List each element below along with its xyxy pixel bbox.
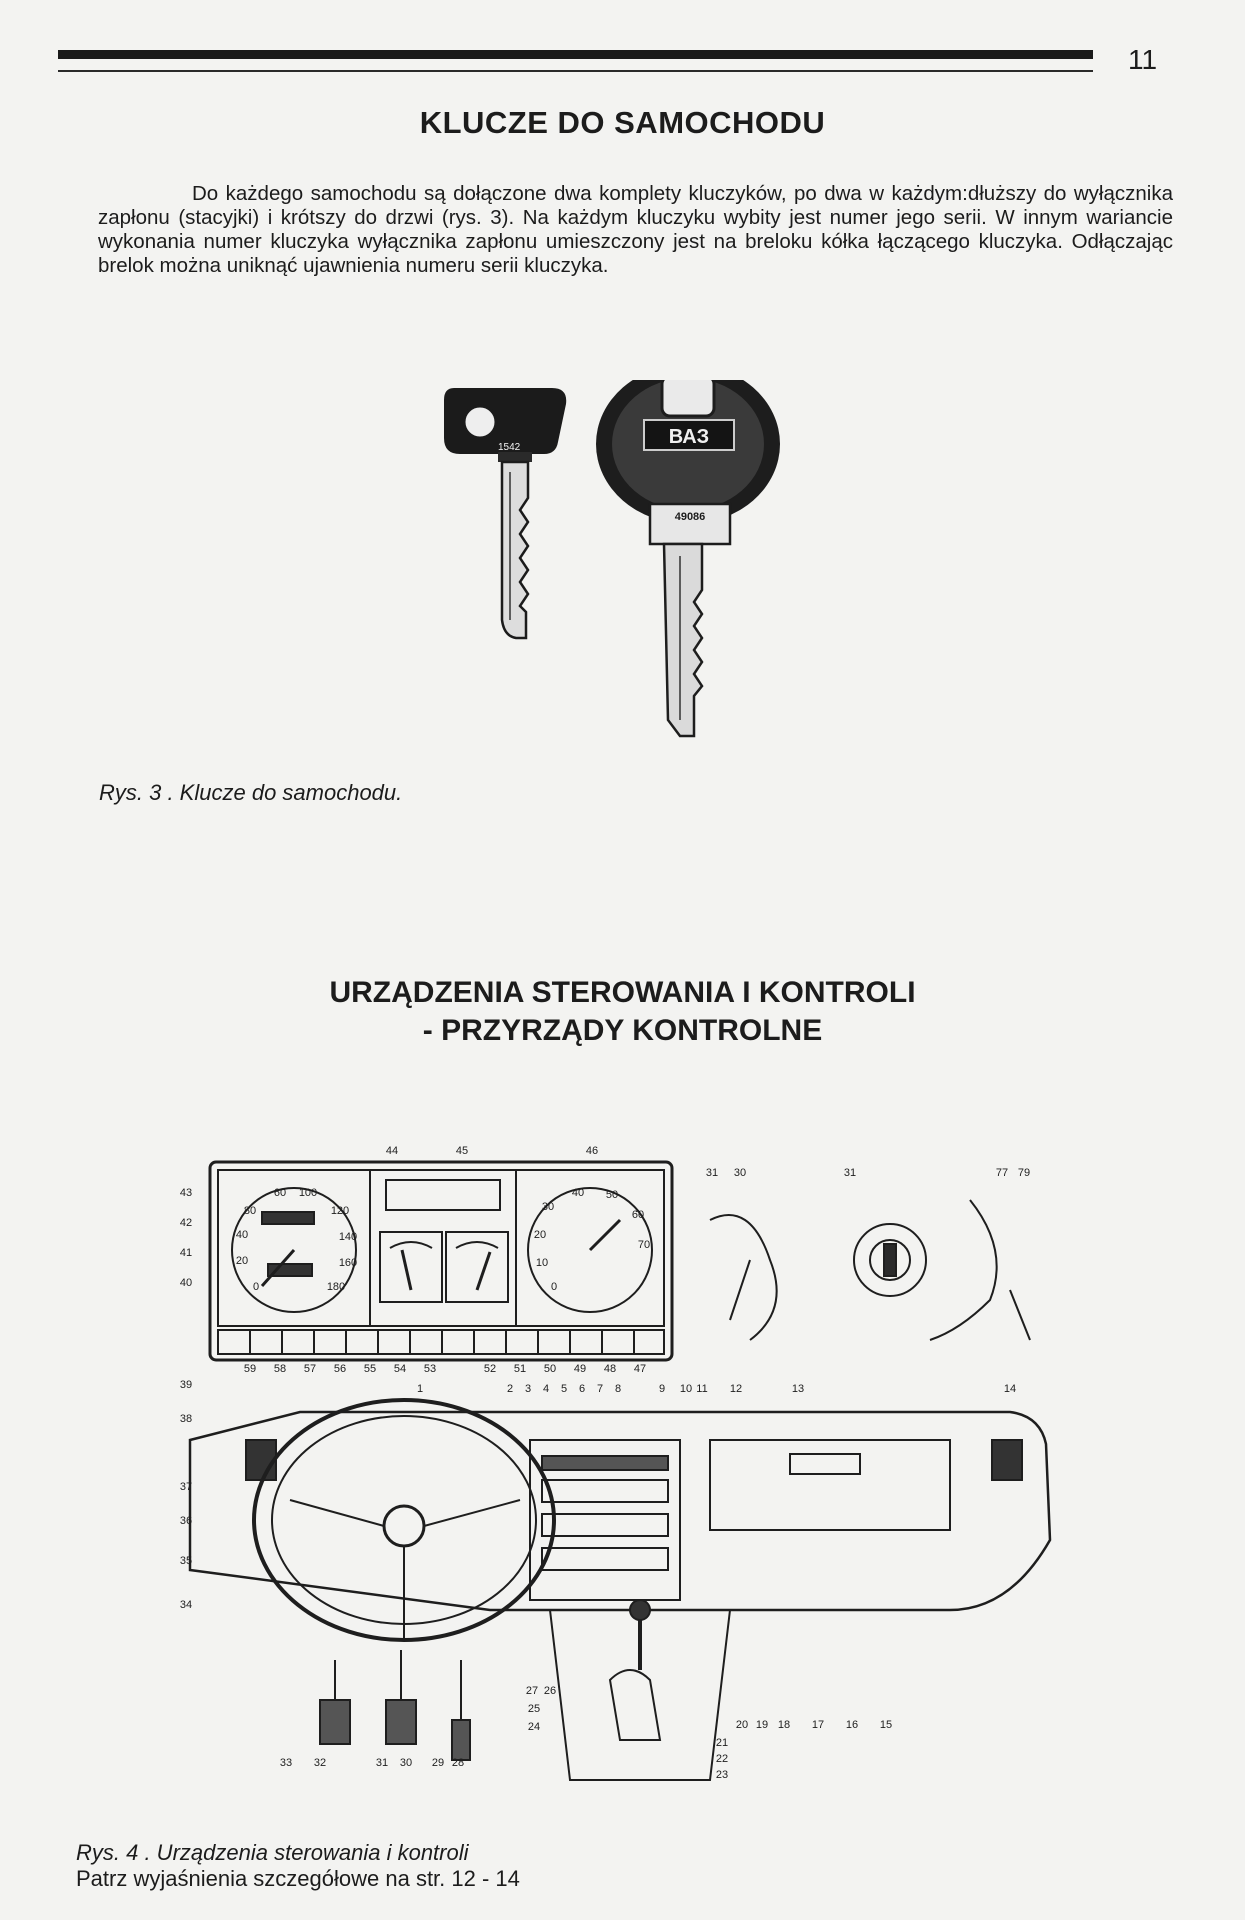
tacho-tick-60: 60 [631, 1209, 645, 1221]
callout-46: 46 [585, 1145, 599, 1157]
callout-56: 56 [333, 1363, 347, 1375]
callout-47: 47 [633, 1363, 647, 1375]
callout-1: 1 [416, 1383, 424, 1395]
callout-41: 41 [179, 1247, 193, 1259]
callout-54: 54 [393, 1363, 407, 1375]
section-title-line2: - PRZYRZĄDY KONTROLNE [422, 1014, 823, 1047]
speedo-tick-0: 0 [252, 1281, 260, 1293]
callout-50: 50 [543, 1363, 557, 1375]
auxiliary-gauges [380, 1180, 508, 1302]
speedo-tick-120: 120 [330, 1205, 350, 1217]
dashboard-panel [190, 1412, 1050, 1610]
intro-paragraph [98, 182, 1173, 278]
header-rule-thin [58, 70, 1093, 72]
page-number: 11 [1128, 44, 1158, 75]
callout-57: 57 [303, 1363, 317, 1375]
callout-16: 16 [845, 1719, 859, 1731]
callout-55: 55 [363, 1363, 377, 1375]
speedo-tick-140: 140 [338, 1231, 358, 1243]
callout-53: 53 [423, 1363, 437, 1375]
center-console [550, 1600, 730, 1780]
callout-2: 2 [506, 1383, 514, 1395]
callout-29: 29 [431, 1757, 445, 1769]
callout-79: 79 [1017, 1167, 1031, 1179]
callout-34: 34 [179, 1599, 193, 1611]
figure3-caption: Rys. 3 . Klucze do samochodu. [99, 780, 403, 805]
steering-wheel [254, 1400, 554, 1640]
warning-light-strip [218, 1330, 664, 1354]
figure4-note: Patrz wyjaśnienia szczegółowe na str. 12 - 14 [76, 1866, 520, 1891]
callout-10: 10 [679, 1383, 693, 1395]
callout-43: 43 [179, 1187, 193, 1199]
callout-28: 28 [451, 1757, 465, 1769]
callout-25: 25 [527, 1703, 541, 1715]
callout-30: 30 [399, 1757, 413, 1769]
speedo-tick-20: 20 [235, 1255, 249, 1267]
callout-52: 52 [483, 1363, 497, 1375]
instrument-cluster [210, 1162, 672, 1360]
callout-39: 39 [179, 1379, 193, 1391]
dashboard-illustration [150, 1140, 1070, 1820]
callout-30-top: 30 [733, 1167, 747, 1179]
figure4-caption: Rys. 4 . Urządzenia sterowania i kontroli [76, 1840, 469, 1865]
callout-31-right: 31 [843, 1167, 857, 1179]
key-fob-brand: ВАЗ [668, 426, 710, 448]
callout-15: 15 [879, 1719, 893, 1731]
tacho-tick-40: 40 [571, 1187, 585, 1199]
callout-51: 51 [513, 1363, 527, 1375]
ignition-key [596, 380, 780, 736]
callout-27: 27 [525, 1685, 539, 1697]
section-title-line1: URZĄDZENIA STEROWANIA I KONTROLI [329, 976, 916, 1009]
callout-31-top: 31 [705, 1167, 719, 1179]
key-fob-number: 49086 [674, 511, 706, 523]
callout-14: 14 [1003, 1383, 1017, 1395]
speedo-tick-40: 40 [235, 1229, 249, 1241]
header-rule [58, 50, 1093, 59]
section-title-keys: KLUCZE DO SAMOCHODU [419, 105, 826, 140]
callout-12: 12 [729, 1383, 743, 1395]
tachometer [528, 1187, 652, 1312]
key-stamp-1542: 1542 [498, 442, 521, 453]
callout-59: 59 [243, 1363, 257, 1375]
tacho-tick-50: 50 [605, 1189, 619, 1201]
callout-31: 31 [375, 1757, 389, 1769]
callout-20: 20 [735, 1719, 749, 1731]
callout-11: 11 [696, 1383, 708, 1395]
callout-37: 37 [179, 1481, 193, 1493]
speedo-tick-100: 100 [298, 1187, 318, 1199]
callout-19: 19 [755, 1719, 769, 1731]
pedals [320, 1650, 470, 1760]
speedometer [232, 1187, 357, 1312]
callout-38: 38 [179, 1413, 193, 1425]
tacho-tick-10: 10 [535, 1257, 549, 1269]
callout-40: 40 [179, 1277, 193, 1289]
tacho-tick-30: 30 [541, 1201, 555, 1213]
callout-6: 6 [578, 1383, 586, 1395]
callout-48: 48 [603, 1363, 617, 1375]
callout-8: 8 [614, 1383, 622, 1395]
speedo-tick-180: 180 [326, 1281, 346, 1293]
callout-42: 42 [179, 1217, 193, 1229]
tacho-tick-70: 70 [637, 1239, 651, 1251]
callout-17: 17 [811, 1719, 825, 1731]
speedo-tick-160: 160 [338, 1257, 358, 1269]
ignition-switch-detail [710, 1200, 1030, 1340]
tacho-tick-20: 20 [533, 1229, 547, 1241]
callout-4: 4 [542, 1383, 550, 1395]
callout-32: 32 [313, 1757, 327, 1769]
callout-13: 13 [791, 1383, 805, 1395]
callout-3: 3 [524, 1383, 532, 1395]
callout-77: 77 [995, 1167, 1009, 1179]
callout-36: 36 [179, 1515, 193, 1527]
callout-21: 21 [715, 1737, 729, 1749]
callout-24: 24 [527, 1721, 541, 1733]
callout-35: 35 [179, 1555, 193, 1567]
callout-58: 58 [273, 1363, 287, 1375]
door-key [444, 388, 566, 638]
callout-18: 18 [777, 1719, 791, 1731]
keys-illustration [440, 380, 790, 750]
callout-5: 5 [560, 1383, 568, 1395]
speedo-tick-60: 60 [273, 1187, 287, 1199]
intro-text: Do każdego samochodu są dołączone dwa komplety kluczyków, po dwa w każdym:dłuższy do wyłącznika zapłonu (stacyjki) i krótszy do drzwi (rys. 3). Na każdym kluczyku wybity jest numer jego serii. W innym wariancie wykonania numer kluczyka wyłącznika zapłonu umieszczony jest na breloku kółka łączącego kluczyka. Odłączając brelok można uniknąć ujawnienia numeru serii kluczyka. [98, 182, 1173, 277]
callout-22: 22 [715, 1753, 729, 1765]
callout-33: 33 [279, 1757, 293, 1769]
callout-7: 7 [596, 1383, 604, 1395]
callout-45: 45 [455, 1145, 469, 1157]
speedo-tick-80: 80 [243, 1205, 257, 1217]
callout-49: 49 [573, 1363, 587, 1375]
callout-9: 9 [658, 1383, 666, 1395]
section-title-controls [0, 974, 1245, 1050]
tacho-tick-0: 0 [550, 1281, 558, 1293]
callout-44: 44 [385, 1145, 399, 1157]
callout-26: 26 [543, 1685, 557, 1697]
callout-23: 23 [715, 1769, 729, 1781]
